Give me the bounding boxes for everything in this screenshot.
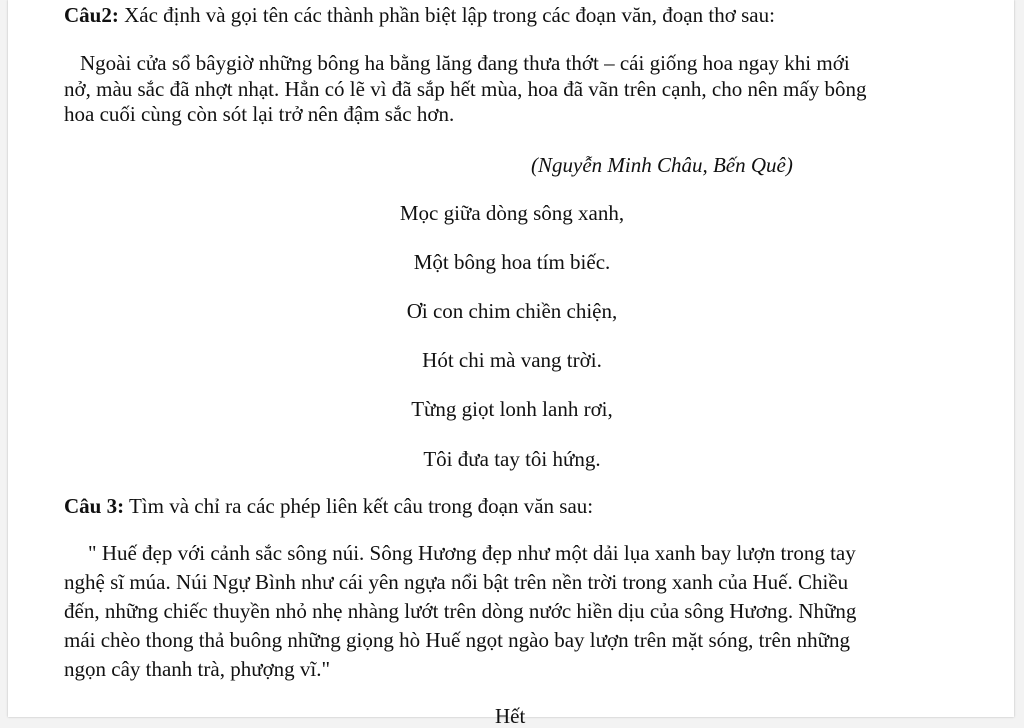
q3-para-line-1: " Huế đẹp với cảnh sắc sông núi. Sông Hương đẹp như một dải lụa xanh bay lượn trong tay (88, 541, 856, 565)
poem-line-1: Mọc giữa dòng sông xanh, (399, 201, 625, 225)
poem-line-4: Hót chi mà vang trời. (422, 348, 602, 372)
q2-label: Câu2: (64, 3, 119, 27)
poem-line-5: Từng giọt lonh lanh rơi, (411, 397, 613, 421)
q2-para-line-3: hoa cuối cùng còn sót lại trở nên đậm sắc hơn. (64, 102, 455, 126)
q2-prompt: Xác định và gọi tên các thành phần biệt lập trong các đoạn văn, đoạn thơ sau: (118, 3, 775, 27)
end-marker: Hết (495, 704, 526, 728)
q3-para-line-2: nghệ sĩ múa. Núi Ngự Bình như cái yên ngựa nổi bật trên nền trời trong xanh của Huế. Chiều (64, 570, 849, 594)
q3-para-line-4: mái chèo thong thả buông những giọng hò Huế ngọt ngào bay lượn trên mặt sóng, trên những (64, 628, 850, 652)
q3-prompt: Tìm và chỉ ra các phép liên kết câu trong đoạn văn sau: (124, 494, 594, 518)
q3-heading (64, 494, 593, 518)
q2-heading (64, 3, 775, 27)
q3-para-line-3: đến, những chiếc thuyền nhỏ nhẹ nhàng lướt trên dòng nước hiền dịu của sông Hương. Những (64, 599, 857, 623)
poem-line-3: Ơi con chim chiền chiện, (406, 299, 618, 323)
q2-para-line-1: Ngoài cửa sổ bâygiờ những bông ha bằng lăng đang thưa thớt – cái giống hoa ngay khi mới (80, 51, 850, 75)
q2-para-line-2: nở, màu sắc đã nhợt nhạt. Hẳn có lẽ vì đã sắp hết mùa, hoa đã vãn trên cạnh, cho nên mấy bông (64, 77, 867, 101)
poem-line-2: Một bông hoa tím biếc. (413, 250, 611, 274)
q2-citation: (Nguyễn Minh Châu, Bến Quê) (531, 153, 793, 177)
q3-label: Câu 3: (64, 494, 125, 518)
poem-line-6: Tôi đưa tay tôi hứng. (423, 447, 601, 471)
q3-para-line-5: ngọn cây thanh trà, phượng vĩ." (64, 657, 331, 681)
